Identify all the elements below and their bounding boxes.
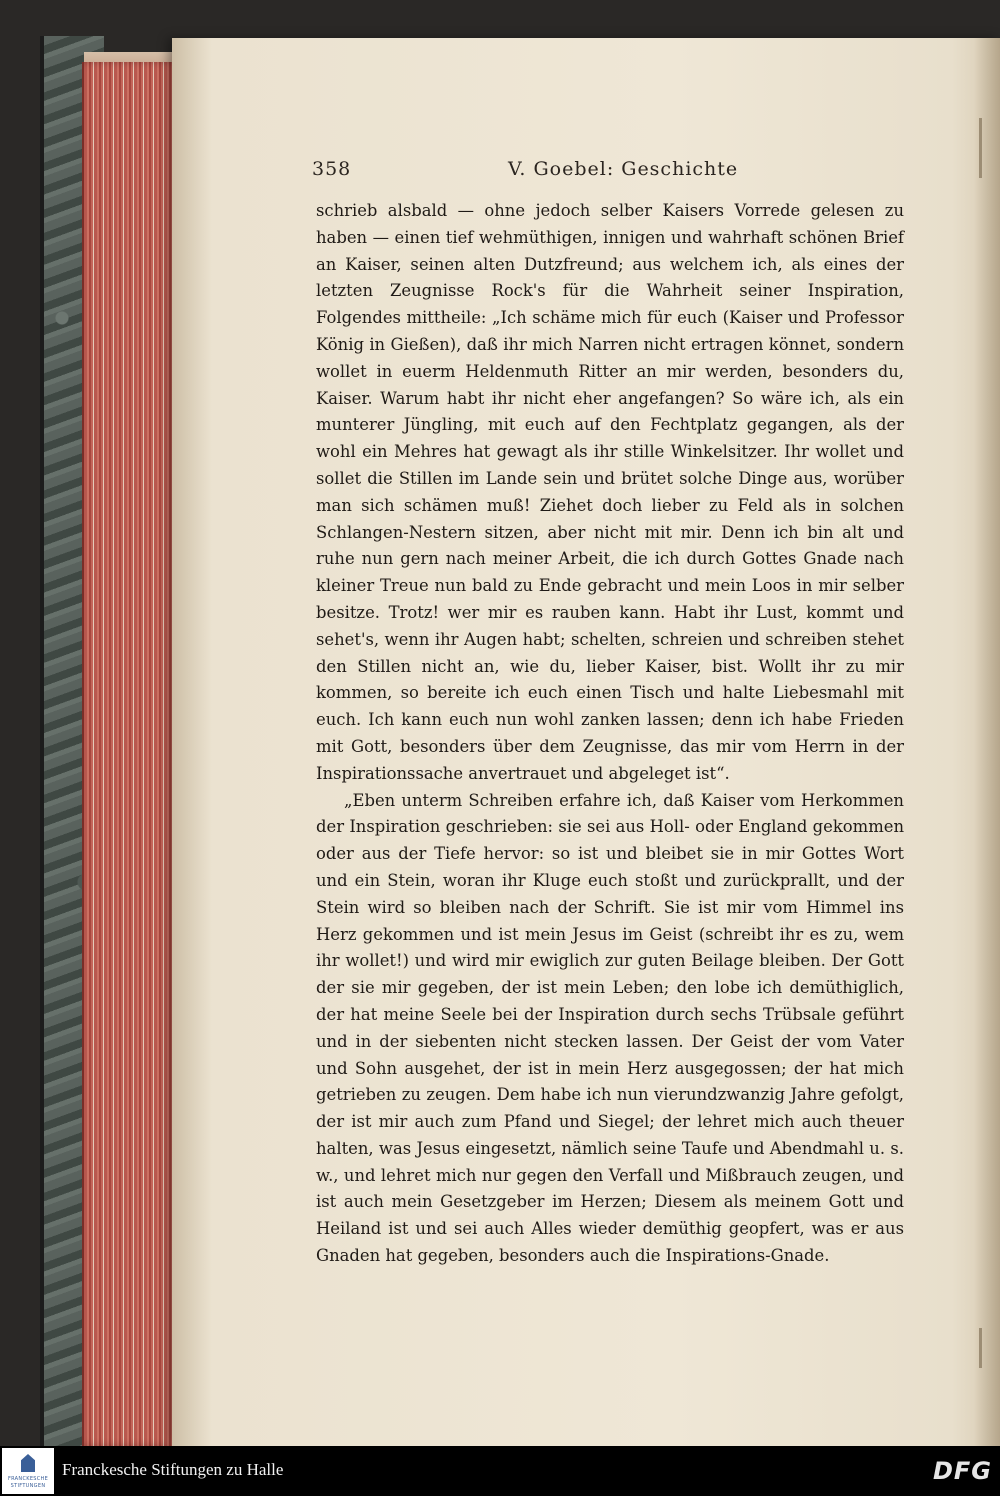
logo-text-line1: FRANCKESCHE xyxy=(7,1476,49,1482)
book-page xyxy=(172,38,1000,1446)
margin-mark xyxy=(979,118,982,178)
body-text xyxy=(316,198,904,1270)
page-number: 358 xyxy=(312,158,352,180)
page-edge-shadow xyxy=(974,38,1000,1446)
margin-mark xyxy=(979,1328,982,1368)
running-head: V. Goebel: Geschichte xyxy=(508,158,739,180)
paragraph: schrieb alsbald — ohne jedoch selber Kaisers Vorrede gelesen zu haben — einen tief wehmüthigen, innigen und wahrhaft schönen Brief an Kaiser, seinen alten Dutzfreund; aus welchem ich, als eines der letzten Zeugnisse Rock's für die Wahrheit seiner Inspiration, Folgendes mittheile: „Ich schäme mich für euch (Kaiser und Professor König in Gießen), daß ihr mich Narren nicht ertragen könnet, sondern wollet in euerm Heldenmuth Ritter an mir werden, besonders du, Kaiser. Warum habt ihr nicht eher angefangen? So wäre ich, als ein munterer Jüngling, mit euch auf den Fechtplatz gegangen, als der wohl ein Mehres hat gewagt als ihr stille Winkelsitzer. Ihr wollet und sollet die Stillen im Lande sein und brütet solche Dinge aus, worüber man sich schämen muß! Ziehet doch lieber zu Feld als in solchen Schlangen-Nestern sitzen, aber nicht mit mir. Denn ich bin alt und ruhe nun gern nach meiner Arbeit, die ich durch Gottes Gnade nach kleiner Treue nun bald zu Ende gebracht und mein Loos in mir selber besitze. Trotz! wer mir es rauben kann. Habt ihr Lust, kommt und sehet's, wenn ihr Augen habt; schelten, schreien und schreiben stehet den Stillen nicht an, wie du, lieber Kaiser, bist. Wollt ihr zu mir kommen, so bereite ich euch einen Tisch und halte Liebesmahl mit euch. Ich kann euch nun wohl zanken lassen; denn ich habe Frieden mit Gott, besonders über dem Zeugnisse, das mir vom Herrn in der Inspirationssache anvertrauet und abgeleget ist“. xyxy=(316,201,904,783)
footer-title[interactable]: Franckesche Stiftungen zu Halle xyxy=(62,1460,284,1479)
paragraph: „Eben unterm Schreiben erfahre ich, daß Kaiser vom Herkommen der Inspiration geschrieben: sie sei aus Holl- oder England gekommen oder aus der Tiefe hervor: so ist und bleibet sie in mir Gottes Wort und ein Stein, woran ihr Kluge euch stoßt und zurückprallt, und der Stein wird so bleiben nach der Schrift. Sie ist mir vom Himmel ins Herz gekommen und ist mein Jesus im Geist (schreibt ihr es zu, wem ihr wollet!) und wird mir ewiglich zur guten Beilage bleiben. Der Gott der sie mir gegeben, der ist mein Leben; den lobe ich demüthiglich, der hat meine Seele bei der Inspiration durch sechs Trübsale geführt und in der siebenten nicht stecken lassen. Der Geist der vom Vater und Sohn ausgehet, der ist in mein Herz ausgegossen; der hat mich getrieben zu zeugen. Dem habe ich nun vierundzwanzig Jahre gefolgt, der ist mir auch zum Pfand und Siegel; der lehret mich auch theuer halten, was Jesus eingesetzt, nämlich seine Taufe und Abendmahl u. s. w., und lehret mich nur gegen den Verfall und Mißbrauch zeugen, und ist auch mein Gesetzgeber im Herzen; Diesem als meinem Gott und Heiland ist und sei auch Alles wieder demüthig geopfert, was er aus Gnaden hat gegeben, besonders auch die Inspirations-Gnade. xyxy=(316,790,904,1266)
logo-text-line2: STIFTUNGEN xyxy=(10,1483,46,1489)
page-stack-red-edge xyxy=(82,62,184,1446)
footer-bar xyxy=(0,1446,1000,1496)
building-icon xyxy=(21,1454,35,1472)
dfg-logo[interactable]: DFG xyxy=(932,1457,992,1485)
page-header xyxy=(312,158,912,188)
franckesche-logo[interactable] xyxy=(2,1448,54,1494)
